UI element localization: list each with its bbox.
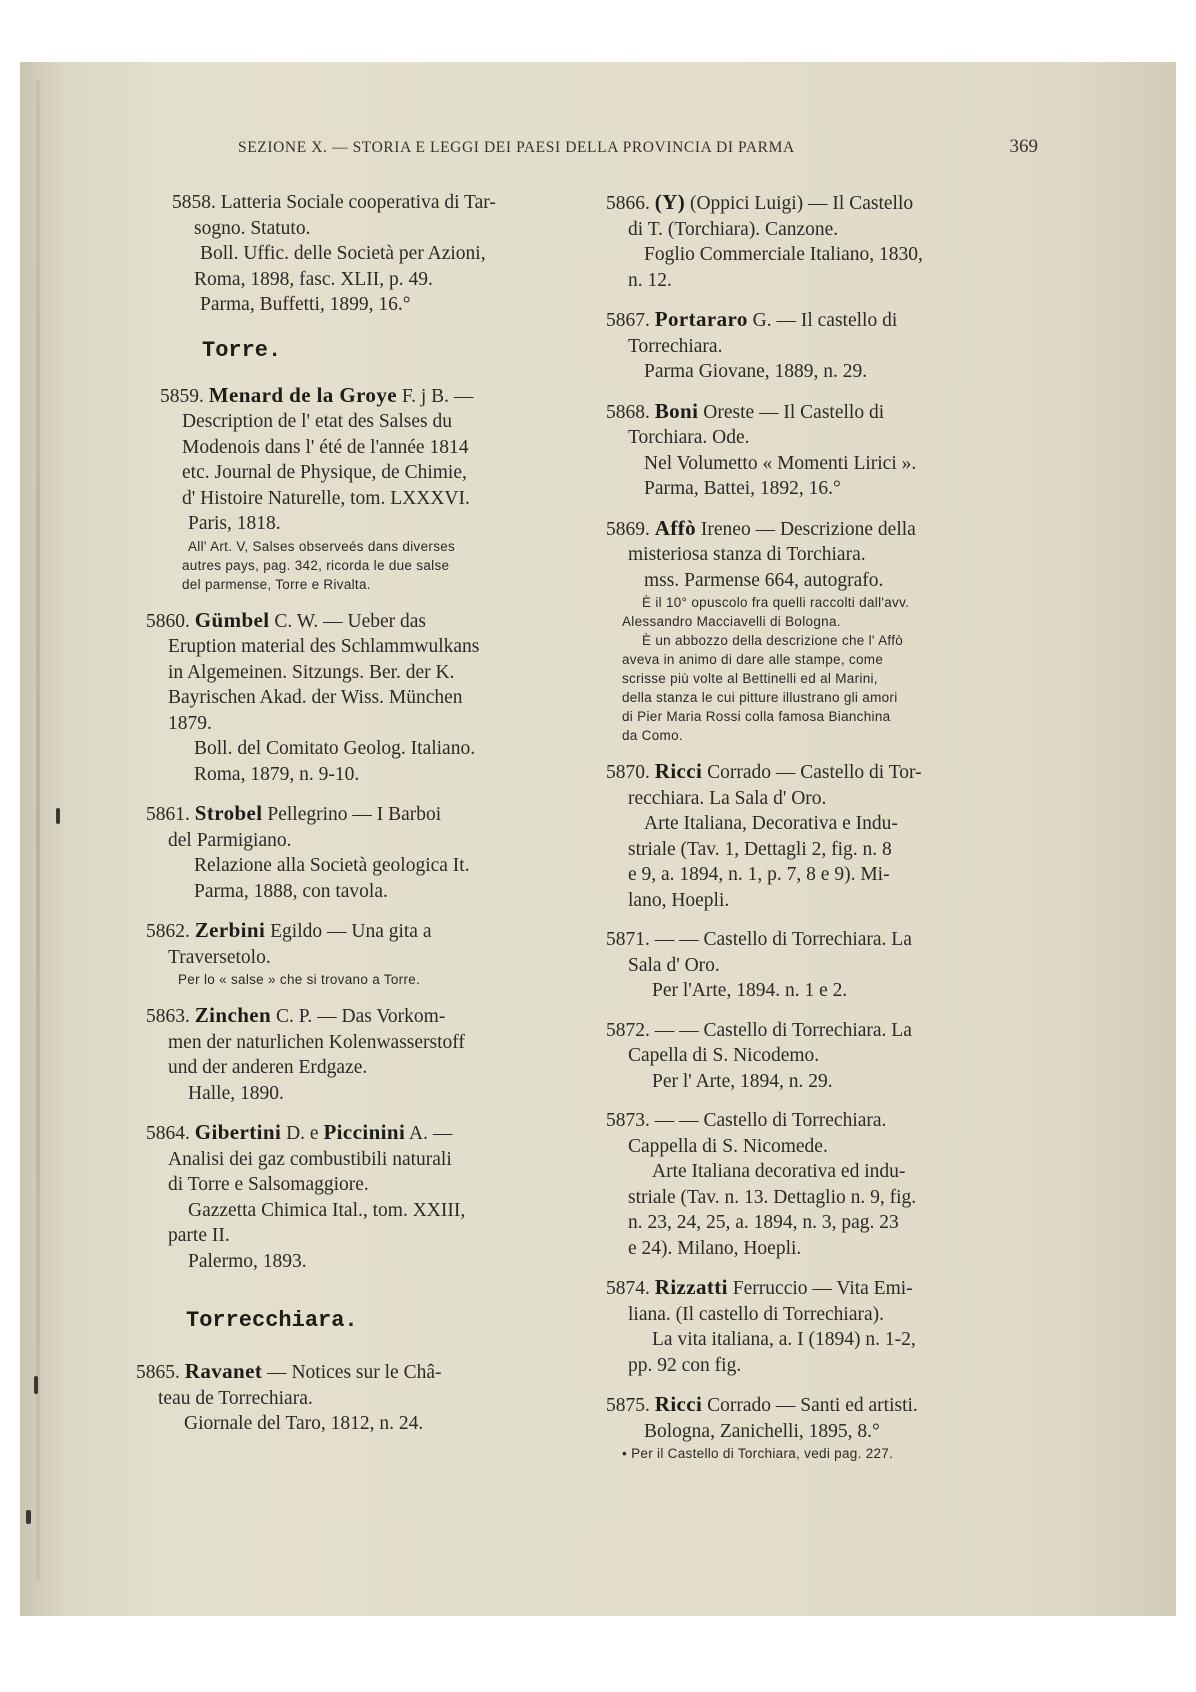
margin-mark [26, 1510, 31, 1524]
entry-5875 [606, 1392, 1038, 1463]
entry-note: È il 10° opuscolo fra quelli raccolti dall'avv. [642, 595, 910, 610]
entry-source: lano, Hoepli. [628, 889, 730, 911]
entry-note: scrisse più volte al Bettinelli ed al Marini, [622, 671, 878, 686]
entry-text: misteriosa stanza di Torchiara. [628, 544, 866, 565]
entry-text: etc. Journal de Physique, de Chimie, [182, 462, 467, 483]
entry-source: La vita italiana, a. I (1894) n. 1-2, [652, 1329, 916, 1350]
entry-text: F. j B. — [401, 385, 474, 407]
entry-imprint: Paris, 1818. [188, 513, 281, 534]
entry-note: È un abbozzo della descrizione che l' Affò [642, 633, 904, 648]
entry-text: liana. (Il castello di Torrechiara). [628, 1303, 884, 1325]
entry-text: men der naturlichen Kolenwasserstoff [168, 1031, 465, 1053]
entry-text: teau de Torrechiara. [158, 1387, 313, 1409]
entry-text: Corrado — Santi ed artisti. [707, 1395, 918, 1416]
entry-source: pp. 92 con fig. [628, 1354, 742, 1376]
right-column [606, 190, 1038, 1477]
entry-text: Modenois dans l' été de l'année 1814 [182, 436, 469, 458]
entry-author: Gümbel [194, 607, 270, 632]
entry-text: del Parmigiano. [168, 829, 292, 851]
entry-imprint: Halle, 1890. [188, 1082, 284, 1104]
entry-note: Alessandro Macciavelli di Bologna. [622, 614, 841, 629]
entry-source: Arte Italiana, Decorativa e Indu- [644, 813, 898, 834]
entry-5869 [606, 516, 1038, 746]
entry-number: 5874. [606, 1278, 650, 1299]
entry-source: Foglio Commerciale Italiano, 1830, [644, 244, 923, 265]
entry-text: sogno. Statuto. [194, 217, 311, 239]
entry-5873 [606, 1108, 1038, 1261]
entry-source: e 9, a. 1894, n. 1, p. 7, 8 e 9). Mi- [628, 864, 890, 885]
entry-number: 5861. [146, 804, 190, 825]
entry-imprint: Parma, Buffetti, 1899, 16.° [200, 294, 411, 315]
entry-5863 [146, 1003, 583, 1106]
entry-source: striale (Tav. n. 13. Dettaglio n. 9, fig. [628, 1186, 917, 1208]
entry-source: n. 12. [628, 269, 672, 291]
entry-text: di T. (Torchiara). Canzone. [628, 218, 839, 240]
entry-text: G. — Il castello di [752, 310, 898, 331]
entry-imprint: Parma, 1888, con tavola. [194, 880, 388, 902]
entry-text: di Torre e Salsomaggiore. [168, 1174, 369, 1195]
entry-text: Eruption material des Schlammwulkans [168, 636, 480, 657]
entry-note: della stanza le cui pitture illustrano gli amori [622, 690, 898, 705]
entry-number: 5869. [606, 518, 650, 540]
entry-note: del parmense, Torre e Rivalta. [182, 576, 371, 592]
entry-author: Affò [654, 515, 697, 540]
entry-author: Zerbini [194, 918, 266, 942]
entry-number: 5871. [606, 929, 650, 950]
entry-text: 1879. [168, 712, 212, 734]
entry-author: Rizzatti [654, 1275, 728, 1299]
entry-number: 5866. [606, 193, 650, 214]
entry-number: 5872. [606, 1019, 650, 1041]
entry-note: aveva in animo di dare alle stampe, come [622, 652, 884, 667]
entry-source: Nel Volumetto « Momenti Lirici ». [644, 452, 917, 474]
entry-note: All' Art. V, Salses observeés dans diverses [188, 538, 456, 554]
entry-text: A. — [409, 1123, 453, 1144]
entry-author: (Y) [654, 190, 686, 214]
entry-source: Per l' Arte, 1894, n. 29. [652, 1070, 833, 1092]
entry-text: Sala d' Oro. [628, 954, 720, 976]
entry-number: 5858. [172, 192, 216, 213]
entry-source: Boll. Uffic. delle Società per Azioni, [200, 243, 486, 264]
entry-source: n. 23, 24, 25, a. 1894, n. 3, pag. 23 [628, 1212, 899, 1233]
entry-author: Menard de la Groye [208, 382, 397, 407]
entry-5862 [146, 918, 583, 989]
entry-source: striale (Tav. 1, Dettagli 2, fig. n. 8 [628, 838, 892, 860]
entry-author: Piccinini [323, 1120, 406, 1144]
entry-source: Boll. del Comitato Geolog. Italiano. [194, 738, 476, 759]
entry-number: 5867. [606, 310, 650, 331]
entry-imprint: Parma, Battei, 1892, 16.° [644, 478, 841, 499]
entry-number: 5859. [160, 385, 204, 407]
entry-number: 5862. [146, 921, 190, 942]
entry-text: Oreste — Il Castello di [703, 401, 885, 423]
entry-number: 5860. [146, 610, 190, 632]
entry-5868 [606, 399, 1038, 502]
entry-5871 [606, 927, 1038, 1004]
entry-text: Traversetolo. [168, 946, 271, 968]
entry-text: (Oppici Luigi) — Il Castello [689, 193, 914, 214]
entry-source: e 24). Milano, Hoepli. [628, 1237, 802, 1259]
entry-note: autres pays, pag. 342, ricorda le due salse [182, 557, 450, 573]
entry-author: Ravanet [184, 1359, 263, 1383]
entry-source: Giornale del Taro, 1812, n. 24. [184, 1413, 424, 1434]
entry-number: 5865. [136, 1362, 180, 1383]
entry-5874 [606, 1275, 1038, 1378]
entry-text: in Algemeinen. Sitzungs. Ber. der K. [168, 661, 455, 683]
entry-text: Analisi dei gaz combustibili naturali [168, 1148, 452, 1170]
entry-number: 5868. [606, 401, 650, 423]
entry-text: Ferruccio — Vita Emi- [732, 1278, 913, 1299]
entry-note: Per lo « salse » che si trovano a Torre. [178, 972, 421, 987]
entry-number: 5875. [606, 1395, 650, 1416]
entry-source: Arte Italiana decorativa ed indu- [652, 1161, 906, 1182]
entry-author: Boni [654, 398, 699, 423]
entry-text: C. P. — Das Vorkom- [275, 1006, 446, 1027]
entry-text: Bayrischen Akad. der Wiss. München [168, 687, 463, 708]
entry-text: — — Castello di Torrechiara. La [654, 929, 912, 950]
entry-text: Capella di S. Nicodemo. [628, 1045, 820, 1066]
section-heading-torre: Torre. [202, 337, 282, 363]
running-head-title: SEZIONE X. — STORIA E LEGGI DEI PAESI DELLA PROVINCIA DI PARMA [238, 139, 795, 156]
entry-author: Gibertini [194, 1120, 282, 1144]
entry-text: Latteria Sociale cooperativa di Tar- [220, 192, 496, 213]
entry-number: 5873. [606, 1110, 650, 1131]
entry-5858 [146, 190, 583, 318]
entry-5861 [146, 801, 583, 904]
entry-5867 [606, 307, 1038, 385]
entry-source: Relazione alla Società geologica It. [194, 855, 470, 876]
entry-text: Torchiara. Ode. [628, 427, 750, 448]
entry-number: 5863. [146, 1006, 190, 1027]
entry-text: Ireneo — Descrizione della [700, 518, 916, 540]
entry-source: Parma Giovane, 1889, n. 29. [644, 361, 868, 382]
entry-text: Description de l' etat des Salses du [182, 411, 452, 432]
entry-source: mss. Parmense 664, autografo. [644, 569, 884, 591]
entry-text: recchiara. La Sala d' Oro. [628, 787, 827, 809]
running-head [238, 136, 1038, 158]
entry-author: Ricci [654, 1392, 703, 1416]
page-number: 369 [1009, 136, 1038, 157]
page-binding-shadow [36, 80, 40, 1580]
entry-text: d' Histoire Naturelle, tom. LXXXVI. [182, 487, 470, 509]
entry-5870 [606, 759, 1038, 913]
entry-source: Per l'Arte, 1894. n. 1 e 2. [652, 980, 848, 1001]
entry-text: — — Castello di Torrechiara. [654, 1110, 887, 1131]
entry-5864 [146, 1120, 583, 1274]
section-heading-torrecchiara: Torrecchiara. [186, 1308, 358, 1333]
entry-text: Egildo — Una gita a [270, 921, 432, 942]
entry-author: Zinchen [194, 1003, 272, 1027]
entry-text: Torrechiara. [628, 335, 723, 357]
entry-5866 [606, 190, 1038, 293]
entry-imprint: Bologna, Zanichelli, 1895, 8.° [644, 1420, 880, 1442]
entry-5865 [136, 1359, 583, 1437]
entry-author: Ricci [654, 759, 703, 783]
entry-note: da Como. [622, 728, 683, 743]
entry-text: Pellegrino — I Barboi [267, 804, 442, 825]
entry-number: 5870. [606, 762, 650, 783]
entry-author: Strobel [194, 801, 263, 825]
entry-source: Roma, 1898, fasc. XLII, p. 49. [194, 268, 433, 290]
entry-text: — Notices sur le Châ- [267, 1362, 442, 1383]
entry-note: • Per il Castello di Torchiara, vedi pag. 227. [622, 1446, 894, 1461]
entry-text: D. e [286, 1123, 319, 1144]
entry-text: — — Castello di Torrechiara. La [654, 1019, 912, 1041]
entry-text: Corrado — Castello di Tor- [707, 762, 922, 783]
entry-text: C. W. — Ueber das [274, 610, 427, 632]
entry-note: di Pier Maria Rossi colla famosa Bianchina [622, 709, 891, 724]
entry-text: und der anderen Erdgaze. [168, 1057, 368, 1078]
margin-mark [34, 1376, 38, 1394]
entry-source: parte II. [168, 1225, 230, 1246]
entry-source: Roma, 1879, n. 9-10. [194, 763, 360, 785]
entry-number: 5864. [146, 1123, 190, 1144]
entry-5860 [146, 608, 583, 788]
entry-5872 [606, 1018, 1038, 1095]
entry-author: Portararo [654, 307, 748, 331]
left-column [136, 190, 583, 1451]
entry-imprint: Palermo, 1893. [188, 1250, 307, 1272]
entry-source: Gazzetta Chimica Ital., tom. XXIII, [188, 1199, 466, 1221]
margin-mark [56, 808, 60, 824]
entry-text: Cappella di S. Nicomede. [628, 1135, 828, 1157]
entry-5859 [146, 383, 583, 594]
